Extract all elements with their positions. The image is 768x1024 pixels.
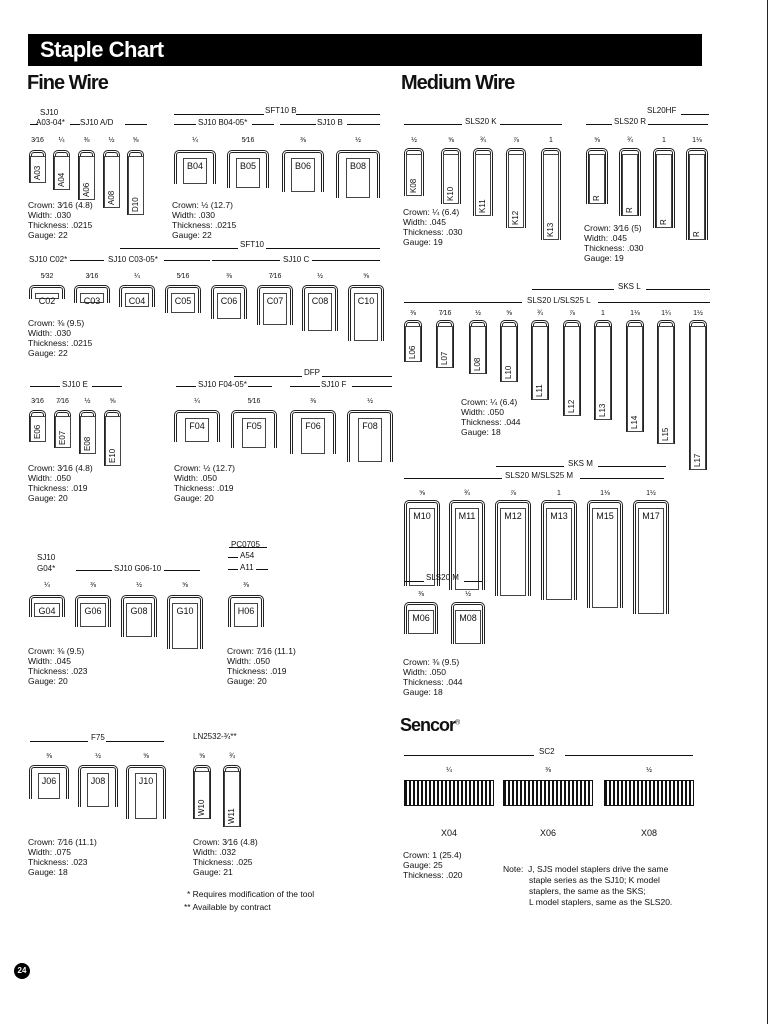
staple-shape — [626, 320, 644, 432]
staple-shape — [594, 320, 612, 420]
staple-code: A08 — [104, 156, 120, 208]
label-rule — [464, 581, 482, 582]
staple-shape — [347, 410, 393, 462]
staple-shape — [54, 410, 71, 448]
staple-specs: Crown: 1 (25.4) Gauge: 25 Thickness: .020 — [403, 850, 463, 880]
staple-shape — [167, 595, 203, 649]
page-title: Staple Chart — [28, 34, 702, 66]
length-label: 1½ — [693, 310, 703, 317]
staple-code: C06 — [217, 293, 242, 319]
length-label: ½ — [465, 591, 471, 598]
staple-code: W11 — [224, 771, 240, 827]
length-label: 1 — [549, 137, 553, 144]
staple-code: D10 — [128, 156, 144, 215]
staple-specs: Crown: 7⁄16 (11.1) Width: .050 Thickness: .019 Gauge: 20 — [227, 646, 296, 686]
length-label: ¾ — [480, 137, 486, 144]
length-label: ¼ — [192, 137, 198, 144]
staple-code: L08 — [470, 326, 486, 374]
series-label: SFT10 — [240, 240, 265, 249]
length-label: 7⁄16 — [438, 310, 452, 317]
series-label: A11 — [240, 563, 254, 572]
label-rule — [174, 114, 264, 115]
label-rule — [598, 466, 666, 467]
length-label: ¾ — [464, 490, 470, 497]
staple-shape — [74, 285, 110, 306]
label-rule — [565, 755, 693, 756]
series-label: SJ10 E — [62, 380, 88, 389]
staple-code: K11 — [475, 154, 491, 216]
staple-specs: Crown: 3⁄16 (5) Width: .045 Thickness: .030 Gauge: 19 — [584, 223, 644, 263]
staple-code: M13 — [546, 508, 572, 600]
series-label: LN2532-¾** — [193, 732, 237, 741]
staple-shape — [506, 148, 526, 228]
staple-shape — [174, 150, 216, 184]
series-label: G04* — [37, 564, 56, 573]
length-label: ⅝ — [143, 753, 149, 760]
staple-code: J06 — [38, 773, 61, 799]
label-rule — [125, 124, 147, 125]
label-rule — [280, 124, 316, 125]
label-rule — [120, 248, 238, 249]
length-label: ⅝ — [448, 137, 454, 144]
staple-code: A04 — [54, 156, 70, 190]
series-label: SLS20 K — [465, 117, 497, 126]
staple-specs: Crown: ½ (12.7) Width: .030 Thickness: .0215 Gauge: 22 — [172, 200, 237, 240]
staple-code: J10 — [135, 773, 158, 819]
series-label: SFT10 B — [265, 106, 297, 115]
staple-shape — [223, 765, 241, 827]
staple-shape — [451, 602, 485, 644]
length-label: ⅝ — [199, 753, 205, 760]
length-label: 1 — [601, 310, 605, 317]
length-label: ⅜ — [243, 582, 249, 589]
staple-shape — [29, 285, 65, 306]
staple-code: L07 — [437, 326, 453, 368]
length-label: ½ — [84, 398, 91, 405]
staple-shape — [174, 410, 220, 442]
length-label: ¼ — [58, 137, 65, 144]
staple-shape — [103, 150, 120, 208]
staple-shape — [302, 285, 338, 331]
staple-code: L14 — [627, 326, 643, 432]
length-label: ¼ — [44, 582, 50, 589]
staple-code: K10 — [443, 154, 459, 204]
staple-shape — [541, 500, 577, 600]
staple-code: R — [656, 154, 672, 228]
label-rule — [404, 478, 502, 479]
fine-wire-heading: Fine Wire — [27, 72, 108, 94]
series-label: SJ10 C — [283, 255, 310, 264]
staple-shape — [633, 500, 669, 614]
label-rule — [92, 386, 122, 387]
series-label: SJ10 B04-05* — [198, 118, 248, 127]
label-rule — [106, 741, 164, 742]
staple-specs: Crown: 7⁄16 (11.1) Width: .075 Thickness: .023 Gauge: 18 — [28, 837, 97, 877]
label-rule — [404, 755, 534, 756]
label-rule — [229, 547, 267, 548]
length-label: 1½ — [646, 490, 656, 497]
staple-shape — [231, 410, 277, 448]
label-rule — [30, 124, 38, 125]
sencor-logo-text: Sencor — [400, 715, 456, 735]
label-rule — [164, 260, 210, 261]
length-label: ⅞ — [569, 310, 575, 317]
staple-specs: Crown: ¼ (6.4) Width: .050 Thickness: .044 Gauge: 18 — [461, 397, 521, 437]
label-rule — [234, 376, 302, 377]
staple-shape — [282, 150, 324, 192]
staple-code: K13 — [543, 154, 559, 240]
label-rule — [290, 386, 320, 387]
label-rule — [228, 557, 238, 558]
series-label: SJ10 — [37, 553, 56, 562]
staple-code: F05 — [242, 418, 266, 448]
length-label: 7⁄16 — [56, 398, 69, 405]
label-rule — [252, 124, 274, 125]
label-rule — [580, 478, 664, 479]
length-label: ⅜ — [545, 767, 551, 774]
staple-code: L13 — [595, 326, 611, 420]
staple-shape — [228, 595, 264, 627]
length-label: ⅜ — [418, 591, 424, 598]
staple-code: C04 — [125, 293, 150, 307]
staple-shape — [586, 148, 608, 204]
series-label: SJ10 F — [321, 380, 347, 389]
staple-shape — [29, 150, 46, 183]
staple-strip — [503, 780, 593, 806]
length-label: ½ — [355, 137, 361, 144]
staple-shape — [531, 320, 549, 400]
length-label: 1 — [557, 490, 561, 497]
label-rule — [404, 124, 462, 125]
length-label: 5⁄32 — [40, 273, 54, 280]
series-label: A54 — [240, 551, 255, 560]
staple-shape — [29, 765, 69, 799]
staple-code: K08 — [406, 154, 422, 196]
staple-code: L11 — [532, 326, 548, 400]
staple-shape — [404, 320, 422, 362]
length-label: ⅜ — [226, 273, 232, 280]
staple-code: C05 — [171, 293, 196, 313]
staple-code: R — [622, 154, 638, 216]
length-label: ½ — [136, 582, 142, 589]
length-label: ¾ — [627, 137, 633, 144]
staple-shape — [348, 285, 384, 341]
staple-specs: Crown: ⅜ (9.5) Width: .050 Thickness: .044 Gauge: 18 — [403, 657, 463, 697]
label-rule — [76, 570, 112, 571]
staple-code: C02 — [35, 293, 60, 299]
staple-code: X06 — [539, 828, 556, 838]
staple-code: A06 — [79, 156, 95, 200]
staple-shape — [290, 410, 336, 454]
staple-code: L10 — [501, 326, 517, 382]
staple-shape — [404, 148, 424, 196]
label-rule — [266, 248, 380, 249]
length-label: ⅝ — [182, 582, 188, 589]
staple-code: M06 — [408, 610, 434, 634]
label-rule — [228, 569, 238, 570]
label-rule — [646, 289, 710, 290]
label-rule — [212, 260, 280, 261]
series-label: SKS M — [568, 459, 593, 468]
staple-shape — [500, 320, 518, 382]
series-label: SJ10 — [40, 108, 59, 117]
staple-shape — [495, 500, 531, 596]
staple-code: X08 — [640, 828, 657, 838]
series-label: F75 — [91, 733, 105, 742]
label-rule — [256, 569, 268, 570]
series-label: SJ10 A/D — [80, 118, 114, 127]
staple-code: B04 — [183, 158, 207, 184]
page-number: 24 — [14, 963, 30, 979]
series-label: SJ10 F04-05* — [198, 380, 247, 389]
staple-code: E06 — [30, 416, 46, 442]
staple-code: C08 — [308, 293, 333, 331]
length-label: ½ — [108, 137, 115, 144]
staple-code: L12 — [564, 326, 580, 416]
length-label: ⅝ — [419, 490, 425, 497]
label-rule — [312, 260, 380, 261]
staple-code: E07 — [55, 416, 71, 448]
staple-code: M08 — [455, 610, 481, 644]
label-rule — [296, 114, 380, 115]
staple-code: B06 — [291, 158, 315, 192]
label-rule — [532, 289, 614, 290]
length-label: ⅜ — [300, 137, 306, 144]
staple-shape — [619, 148, 641, 216]
staple-shape — [404, 602, 438, 634]
length-label: ⅜ — [83, 137, 90, 144]
staple-code: G08 — [126, 603, 151, 637]
length-label: ¼ — [134, 273, 140, 280]
length-label: ⅝ — [506, 310, 512, 317]
length-label: ½ — [317, 273, 323, 280]
series-label: SLS20 R — [614, 117, 647, 126]
series-label: SJ10 G06-10 — [114, 564, 162, 573]
staple-specs: Crown: 3⁄16 (4.8) Width: .032 Thickness: .025 Gauge: 21 — [193, 837, 258, 877]
length-label: 1⅛ — [692, 137, 702, 144]
staple-code: C10 — [354, 293, 379, 341]
staple-shape — [469, 320, 487, 374]
length-label: ¼ — [194, 398, 200, 405]
staple-shape — [121, 595, 157, 637]
series-label: SJ10 B — [317, 118, 343, 127]
staple-strip — [604, 780, 694, 806]
staple-code: M11 — [455, 508, 480, 590]
series-label: PC0705 — [231, 540, 260, 549]
staple-shape — [689, 320, 707, 470]
staple-code: M10 — [409, 508, 435, 586]
staple-code: E10 — [105, 416, 121, 466]
label-rule — [70, 124, 80, 125]
label-rule — [352, 386, 392, 387]
label-rule — [164, 570, 200, 571]
series-label: SC2 — [539, 747, 555, 756]
staple-code: M12 — [500, 508, 526, 596]
length-label: 7⁄16 — [268, 273, 282, 280]
staple-specs: Crown: ½ (12.7) Width: .050 Thickness: .019 Gauge: 20 — [174, 463, 235, 503]
length-label: ¾ — [537, 310, 543, 317]
staple-shape — [126, 765, 166, 819]
series-label: DFP — [304, 368, 320, 377]
label-rule — [30, 386, 60, 387]
series-label: SJ10 C02* — [29, 255, 68, 264]
length-label: ¼ — [446, 767, 452, 774]
staple-shape — [78, 765, 118, 807]
staple-shape — [193, 765, 211, 819]
staple-shape — [587, 500, 623, 608]
staple-shape — [78, 150, 95, 200]
staple-shape — [29, 595, 65, 617]
staple-code: R — [689, 154, 705, 240]
staple-shape — [657, 320, 675, 444]
staple-code: R — [589, 154, 605, 204]
staple-shape — [336, 150, 380, 198]
sencor-heading — [400, 715, 460, 736]
staple-code: F04 — [185, 418, 209, 442]
staple-shape — [436, 320, 454, 368]
staple-code: A03 — [30, 156, 46, 183]
length-label: ⅞ — [513, 137, 519, 144]
staple-code: L06 — [405, 326, 421, 362]
staple-code: H06 — [234, 603, 259, 627]
staple-code: B05 — [236, 158, 260, 188]
staple-shape — [165, 285, 201, 313]
series-label: SLS20 M/SLS25 M — [505, 471, 574, 480]
staple-shape — [79, 410, 96, 454]
length-label: ½ — [646, 767, 652, 774]
registered-mark: ® — [455, 719, 461, 727]
staple-code: F08 — [358, 418, 382, 462]
length-label: 3⁄16 — [31, 398, 44, 405]
staple-specs: Crown: ⅜ (9.5) Width: .030 Thickness: .0215 Gauge: 22 — [28, 318, 93, 358]
series-label: SLS20 L/SLS25 L — [527, 296, 591, 305]
length-label: 3⁄16 — [85, 273, 99, 280]
length-label: 1 — [662, 137, 666, 144]
label-rule — [248, 386, 272, 387]
staple-shape — [119, 285, 155, 307]
staple-code: F06 — [301, 418, 325, 454]
staple-code: B08 — [346, 158, 370, 198]
stapler-note: Note: J, SJS model staplers drive the same staple series as the SJ10; K model staplers, the same as the SKS; L model staplers, same as the SLS20. — [503, 864, 673, 907]
label-rule — [404, 581, 424, 582]
staple-code: M17 — [638, 508, 664, 614]
length-label: ½ — [411, 137, 417, 144]
series-label: SKS L — [618, 282, 641, 291]
label-rule — [648, 124, 708, 125]
staple-shape — [686, 148, 708, 240]
medium-wire-heading: Medium Wire — [401, 72, 515, 94]
footnote-modification: * Requires modification of the tool — [187, 889, 315, 899]
length-label: 3⁄16 — [31, 137, 44, 144]
label-rule — [681, 114, 709, 115]
staple-code: X04 — [440, 828, 457, 838]
staple-shape — [53, 150, 70, 190]
staple-code: M15 — [592, 508, 618, 608]
length-label: ½ — [95, 753, 101, 760]
length-label: ⅝ — [594, 137, 600, 144]
label-rule — [347, 124, 380, 125]
label-rule — [500, 124, 562, 125]
label-rule — [586, 124, 612, 125]
staple-shape — [227, 150, 269, 188]
staple-code: C03 — [80, 293, 105, 303]
series-label: SJ10 C03-05* — [108, 255, 158, 264]
staple-specs: Crown: ¼ (6.4) Width: .045 Thickness: .030 Gauge: 19 — [403, 207, 463, 247]
label-rule — [174, 124, 196, 125]
length-label: 5⁄16 — [176, 273, 190, 280]
staple-code: J08 — [87, 773, 110, 807]
staple-code: G10 — [172, 603, 197, 649]
staple-shape — [75, 595, 111, 627]
length-label: ⅜ — [310, 398, 316, 405]
length-label: ⅞ — [510, 490, 516, 497]
staple-shape — [441, 148, 461, 204]
staple-shape — [104, 410, 121, 466]
staple-shape — [473, 148, 493, 216]
length-label: 1¼ — [661, 310, 671, 317]
staple-shape — [211, 285, 247, 319]
series-label: SLS20 M — [426, 573, 459, 582]
length-label: ⅝ — [132, 137, 139, 144]
staple-shape — [653, 148, 675, 228]
staple-specs: Crown: 3⁄16 (4.8) Width: .030 Thickness: .0215 Gauge: 22 — [28, 200, 93, 240]
footnote-contract: ** Available by contract — [184, 902, 271, 912]
length-label: ½ — [475, 310, 481, 317]
staple-code: L15 — [658, 326, 674, 444]
length-label: ½ — [367, 398, 373, 405]
staple-code: G04 — [34, 603, 59, 617]
length-label: 5⁄16 — [247, 398, 261, 405]
staple-code: G06 — [80, 603, 105, 627]
staple-shape — [563, 320, 581, 416]
label-rule — [176, 386, 196, 387]
length-label: ⅝ — [109, 398, 116, 405]
staple-shape — [541, 148, 561, 240]
label-rule — [70, 260, 104, 261]
staple-code: W10 — [194, 771, 210, 819]
length-label: 5⁄16 — [241, 137, 255, 144]
staple-specs: Crown: 3⁄16 (4.8) Width: .050 Thickness: .019 Gauge: 20 — [28, 463, 93, 503]
staple-code: K12 — [508, 154, 524, 228]
series-label: A03-04* — [36, 118, 65, 127]
label-rule — [496, 466, 564, 467]
staple-shape — [127, 150, 144, 215]
staple-code: C07 — [263, 293, 288, 325]
label-rule — [598, 302, 710, 303]
length-label: 1⅛ — [630, 310, 640, 317]
staple-code: L17 — [690, 326, 706, 470]
label-rule — [404, 302, 522, 303]
length-label: ⅜ — [410, 310, 416, 317]
length-label: ⅜ — [46, 753, 52, 760]
length-label: ⅝ — [363, 273, 369, 280]
staple-shape — [29, 410, 46, 442]
staple-shape — [257, 285, 293, 325]
staple-specs: Crown: ⅜ (9.5) Width: .045 Thickness: .023 Gauge: 20 — [28, 646, 88, 686]
label-rule — [322, 376, 392, 377]
series-label: SL20HF — [647, 106, 677, 115]
length-label: 1⅛ — [600, 490, 610, 497]
label-rule — [30, 741, 88, 742]
staple-strip — [404, 780, 494, 806]
staple-code: E08 — [80, 416, 96, 454]
length-label: ⅜ — [90, 582, 96, 589]
length-label: ¾ — [229, 753, 235, 760]
